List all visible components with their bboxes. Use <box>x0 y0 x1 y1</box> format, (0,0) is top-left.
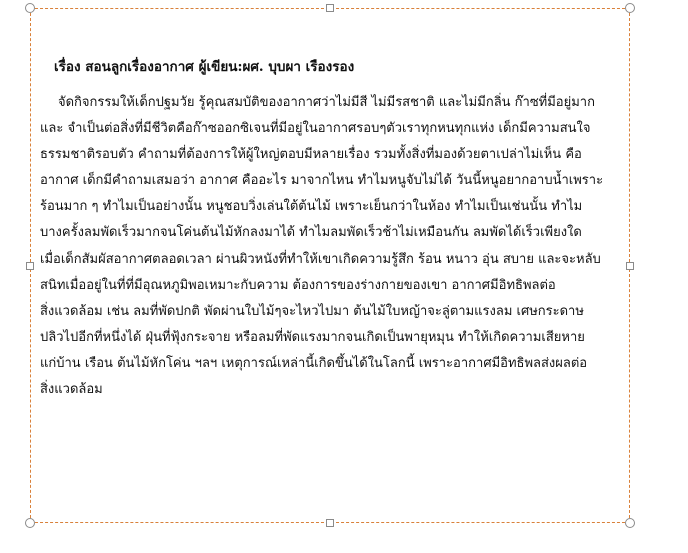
paragraph-line: สิ่งแวดล้อม เช่น ลมที่พัดปกติ พัดผ่านใบไม้ๆจะไหวไปมา ต้นไม้ใบหญ้าจะลู่ตามแรงลม เศษกระดาษ <box>40 303 584 319</box>
paragraph-line: บางครั้งลมพัดเร็วมากจนโค่นต้นไม้หักลงมาได้ ทำไมลมพัดเร็วช้าไม่เหมือนกัน ลมพัดได้เร็วเพียงใด <box>40 225 582 241</box>
paragraph-line: จัดกิจกรรมให้เด็กปฐมวัย รู้คุณสมบัติของอากาศว่าไม่มีสี ไม่มีรสชาติ และไม่มีกลิ่น ก๊าซที่มีอยู่มาก <box>58 95 595 110</box>
paragraph-line: สิ่งแวดล้อม <box>40 382 103 398</box>
resize-handle-top-left[interactable] <box>25 3 35 13</box>
resize-handle-bottom-right[interactable] <box>625 518 635 528</box>
document-title: เรื่อง สอนลูกเรื่องอากาศ ผู้เขียน:ผศ. บุบผา เรืองรอง <box>54 59 355 75</box>
resize-handle-bottom[interactable] <box>326 519 334 527</box>
paragraph-line: อากาศ เด็กมีคำถามเสมอว่า อากาศ คืออะไร มาจากไหน ทำไมหนูจับไม่ได้ วันนี้หนูอยากอาบน้ำเพราะ <box>40 173 604 189</box>
paragraph-line: เมื่อเด็กสัมผัสอากาศตลอดเวลา ผ่านผิวหนังที่ทำให้เขาเกิดความรู้สึก ร้อน หนาว อุ่น สบาย และจะหลับ <box>40 251 601 267</box>
paragraph-line: ธรรมชาติรอบตัว คำถามที่ต้องการให้ผู้ใหญ่ตอบมีหลายเรื่อง รวมทั้งสิ่งที่มองด้วยตาเปล่าไม่เห็น คือ <box>40 147 582 163</box>
resize-handle-top[interactable] <box>326 4 334 12</box>
text-box-content[interactable] <box>40 58 630 403</box>
paragraph-line: และ จำเป็นต่อสิ่งที่มีชีวิตคือก๊าซออกซิเจนที่มีอยู่ในอากาศรอบๆตัวเราทุกหนทุกแห่ง เด็กมีความสนใจ <box>40 121 591 137</box>
paragraph-line: สนิทเมื่ออยู่ในที่ที่มีอุณหภูมิพอเหมาะกับความ ต้องการของร่างกายของเขา อากาศมีอิทธิพลต่อ <box>40 277 556 293</box>
resize-handle-top-right[interactable] <box>625 3 635 13</box>
paragraph-line: ปลิวไปอีกที่หนึ่งได้ ฝุ่นที่ฟุ้งกระจาย หรือลมที่พัดแรงมากจนเกิดเป็นพายุหมุน ทำให้เกิดความเสียหาย <box>40 329 585 345</box>
resize-handle-left[interactable] <box>26 262 34 270</box>
resize-handle-bottom-left[interactable] <box>25 518 35 528</box>
paragraph-line: ร้อนมาก ๆ ทำไมเป็นอย่างนั้น หนูชอบวิ่งเล่นใต้ต้นไม้ เพราะเย็นกว่าในห้อง ทำไมเป็นเช่นนั้น ทำไม <box>40 199 583 215</box>
paragraph-line: แก่บ้าน เรือน ต้นไม้หักโค่น ฯลฯ เหตุการณ์เหล่านี้เกิดขึ้นได้ในโลกนี้ เพราะอากาศมีอิทธิพลส่งผลต่อ <box>40 355 588 371</box>
